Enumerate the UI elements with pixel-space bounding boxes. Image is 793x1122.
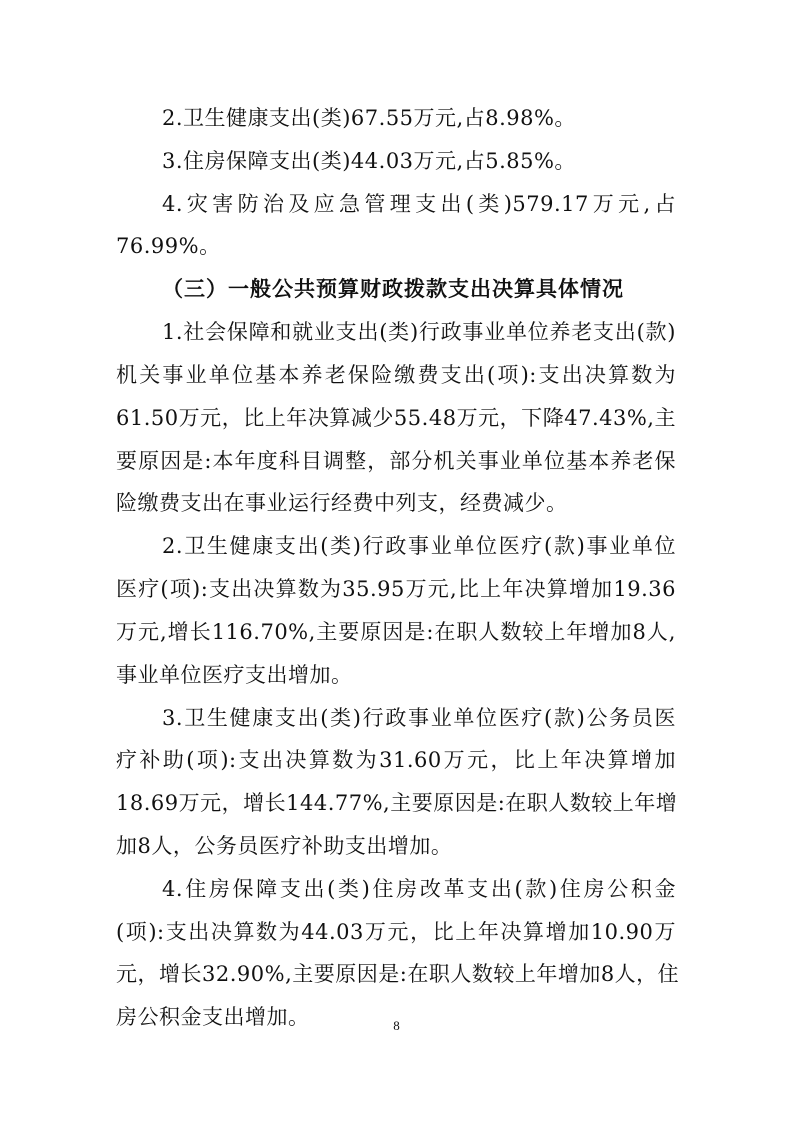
text-line-health-medical-1: 2.卫生健康支出(类)行政事业单位医疗(款)事业单位 (162, 534, 676, 558)
text-line-civil-servant-medical-3: 18.69万元，增长144.77%,主要原因是:在职人数较上年增 (116, 791, 678, 815)
text-line-housing-summary: 3.住房保障支出(类)44.03万元,占5.85%。 (162, 149, 576, 173)
text-line-housing-fund-1: 4.住房保障支出(类)住房改革支出(款)住房公积金 (162, 877, 676, 901)
text-line-social-security-3: 61.50万元，比上年决算减少55.48万元，下降47.43%,主 (116, 406, 676, 430)
text-line-housing-fund-2: (项):支出决算数为44.03万元，比上年决算增加10.90万 (116, 920, 676, 944)
text-line-disaster-summary: 4.灾害防治及应急管理支出(类)579.17万元,占 (162, 192, 676, 216)
text-line-disaster-summary-continued: 76.99%。 (116, 234, 221, 258)
text-line-health-medical-2: 医疗(项):支出决算数为35.95万元,比上年决算增加19.36 (116, 577, 676, 601)
page-number: 8 (393, 1018, 400, 1033)
text-line-housing-fund-3: 元，增长32.90%,主要原因是:在职人数较上年增加8人，住 (116, 962, 680, 986)
text-line-social-security-2: 机关事业单位基本养老保险缴费支出(项):支出决算数为 (116, 363, 676, 387)
text-line-civil-servant-medical-2: 疗补助(项):支出决算数为31.60万元，比上年决算增加 (116, 748, 676, 772)
text-line-civil-servant-medical-4: 加8人，公务员医疗补助支出增加。 (116, 834, 453, 858)
section-heading: （三）一般公共预算财政拨款支出决算具体情况 (162, 277, 624, 301)
text-line-health-medical-3: 万元,增长116.70%,主要原因是:在职人数较上年增加8人, (116, 620, 676, 644)
text-line-social-security-1: 1.社会保障和就业支出(类)行政事业单位养老支出(款) (162, 320, 676, 344)
text-line-health-medical-4: 事业单位医疗支出增加。 (116, 663, 353, 687)
text-line-health-summary: 2.卫生健康支出(类)67.55万元,占8.98%。 (162, 106, 576, 130)
text-line-civil-servant-medical-1: 3.卫生健康支出(类)行政事业单位医疗(款)公务员医 (162, 706, 676, 730)
text-line-social-security-5: 险缴费支出在事业运行经费中列支，经费减少。 (116, 491, 568, 515)
text-line-social-security-4: 要原因是:本年度科目调整，部分机关事业单位基本养老保 (116, 449, 676, 473)
text-line-housing-fund-4: 房公积金支出增加。 (116, 1005, 310, 1029)
